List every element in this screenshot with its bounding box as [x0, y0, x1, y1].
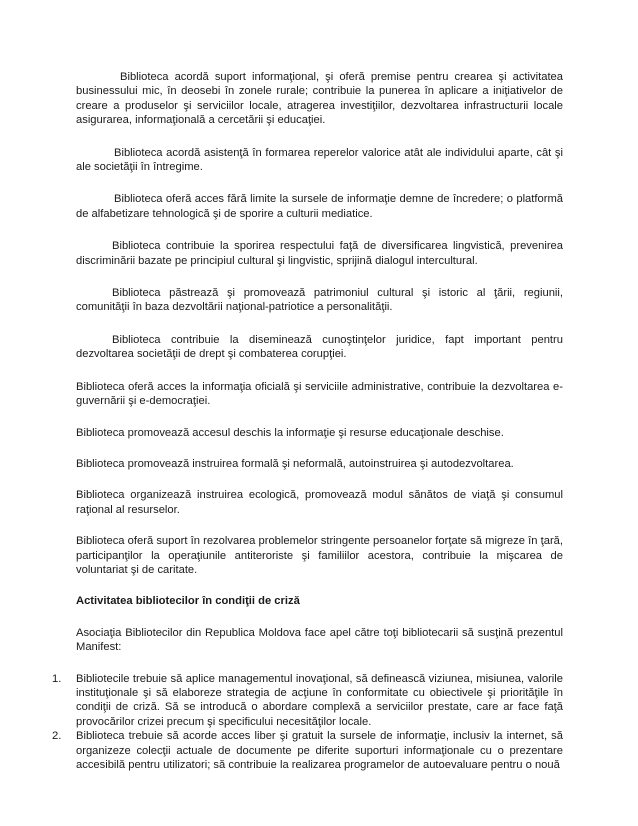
paragraph-migrant-support: Biblioteca oferă suport în rezolvarea problemelor stringente persoanelor forţate să migreze în ţară, participanţilor la operaţiunile antiteroriste şi familiilor acestora, contribuie la mişcarea de voluntariat şi de caritate.: [76, 535, 563, 576]
list-item-text: Bibliotecile trebuie să aplice managementul inovaţional, să definească viziunea, misiunea, valorile instituţionale şi să elaboreze strategia de acţiune în conformitate cu obiectivele şi priorităţile în condiţii de criză. Să se introducă o abordare complexă a serviciilor prestate, care ar face faţă provocărilor crizei precum şi specificului necesităţilor locale.: [76, 672, 563, 728]
paragraph-open-access: Biblioteca promovează accesul deschis la informaţie şi resurse educaţionale deschise.: [76, 426, 504, 439]
paragraph-cultural-heritage: Biblioteca păstrează şi promovează patrimoniul cultural şi istoric al ţării, regiunii, comunităţii în baza dezvoltării naţional-patriotice a personalităţii.: [76, 287, 563, 314]
document-page: [52, 70, 563, 772]
section-heading: Activitatea bibliotecilor în condiţii de criză: [76, 595, 300, 608]
list-item-text: Biblioteca trebuie să acorde acces liber şi gratuit la sursele de informaţie, inclusiv la internet, să organizeze colecţii actuale de documente pe diferite suporturi informaţionale cu o prezentare accesibilă pentru utilizatori; să contribuie la realizarea programelor de autoevaluare pentru o nouă: [76, 730, 563, 771]
paragraph-ecology: Biblioteca organizează instruirea ecologică, promovează modul sănătos de viaţă şi consumul raţional al resurselor.: [76, 489, 563, 516]
paragraph-education: Biblioteca promovează instruirea formală şi neformală, autoinstruirea şi autodezvoltarea.: [76, 457, 514, 470]
paragraph-linguistic-diversity: Biblioteca contribuie la sporirea respectului faţă de diversificarea lingvistică, prevenirea discriminării bazate pe principiul cultural şi lingvistic, sprijină dialogul intercultural.: [76, 240, 563, 267]
paragraph-information-access: Biblioteca oferă acces fără limite la sursele de informaţie demne de încredere; o platformă de alfabetizare tehnologică şi de sporire a culturii mediatice.: [76, 193, 563, 220]
paragraph-legal-knowledge: Biblioteca contribuie la diseminează cunoştinţelor juridice, fapt important pentru dezvoltarea societăţii de drept şi combaterea corupţiei.: [76, 333, 563, 361]
paragraph-e-government: Biblioteca oferă acces la informaţia oficială şi serviciile administrative, contribuie la dezvoltarea e-guvernării şi e-democraţiei.: [76, 380, 563, 408]
list-item: [52, 729, 563, 772]
list-item: [52, 672, 563, 730]
paragraph-value-guidance: Biblioteca acordă asistenţă în formarea reperelor valorice atât ale individului aparte, cât şi ale societăţii în întregime.: [76, 146, 563, 174]
list-item-number: 2.: [52, 730, 62, 743]
paragraph-business-support: Biblioteca acordă suport informaţional, şi oferă premise pentru crearea şi activitatea businessului mic, în deosebi în zonele rurale; contribuie la punerea în aplicare a iniţiativelor de creare a produselor şi serviciilor locale, atragerea investiţiilor, dezvoltarea infrastructurii locale asigurarea, informaţională a cercetării şi educaţiei.: [76, 71, 563, 127]
manifest-intro: Asociaţia Bibliotecilor din Republica Moldova face apel către toţi bibliotecarii să susţină prezentul Manifest:: [76, 626, 563, 654]
manifest-list: [52, 672, 563, 773]
list-item-number: 1.: [52, 672, 62, 685]
